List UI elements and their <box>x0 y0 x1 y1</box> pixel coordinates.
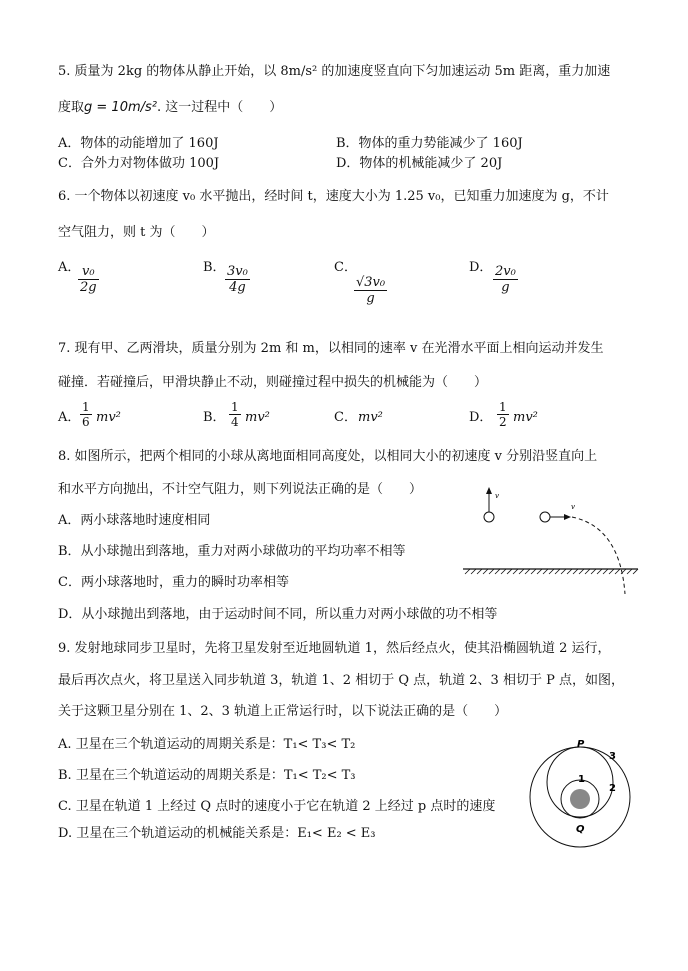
q6-option-a-label[interactable]: A． <box>58 260 81 275</box>
q7-option-d-label[interactable]: D． <box>469 410 493 425</box>
point-q-label: Q <box>576 824 585 835</box>
q5-stem-prefix: 度取 <box>58 100 85 115</box>
q7-option-c-tail: mv² <box>358 410 383 425</box>
q7-b-num: 1 <box>231 400 239 414</box>
q9-stem-line3: 关于这颗卫星分别在 1、2、3 轨道上正常运行时，以下说法正确的是（ ） <box>58 704 508 719</box>
q6-stem-line1: 6. 一个物体以初速度 v₀ 水平抛出，经时间 t，速度大小为 1.25 v₀，已知重力加速度为 g，不计 <box>58 189 609 204</box>
q6-b-num: 3v₀ <box>227 264 248 279</box>
orbit-3-label: 3 <box>609 751 616 762</box>
q7-d-den: 2 <box>499 415 507 429</box>
q8-option-a[interactable]: A．两小球落地时速度相同 <box>58 513 211 528</box>
q6-option-d-fraction <box>493 264 518 295</box>
q6-b-den: 4g <box>229 280 246 295</box>
q7-option-d-tail: mv² <box>513 410 538 425</box>
q7-option-a-tail: mv² <box>96 410 121 425</box>
q7-stem-line2: 碰撞．若碰撞后，甲滑块静止不动，则碰撞过程中损失的机械能为（ ） <box>58 375 488 390</box>
q7-option-b-fraction <box>229 400 241 429</box>
q7-a-num: 1 <box>82 400 90 414</box>
q9-option-d[interactable]: D. 卫星在三个轨道运动的机械能关系是：E₁< E₂ < E₃ <box>58 826 376 841</box>
q5-option-a[interactable]: A．物体的动能增加了 160J <box>58 136 219 151</box>
ball1-velocity-label: v <box>495 492 499 500</box>
q9-option-c[interactable]: C. 卫星在轨道 1 上经过 Q 点时的速度小于它在轨道 2 上经过 p 点时的速度 <box>58 799 496 814</box>
q6-option-c-fraction <box>354 275 387 306</box>
q6-option-b-label[interactable]: B． <box>203 260 226 275</box>
q6-c-num: √3v₀ <box>356 275 386 290</box>
orbit-2-label: 2 <box>609 783 616 794</box>
q7-option-c-label[interactable]: C． <box>334 410 357 425</box>
q8-stem-line2: 和水平方向抛出，不计空气阻力，则下列说法正确的是（ ） <box>58 482 423 497</box>
ground-hatching <box>465 569 638 574</box>
trajectory-path <box>572 517 625 594</box>
q7-d-num: 1 <box>499 400 507 414</box>
q8-option-b[interactable]: B．从小球抛出到落地，重力对两小球做功的平均功率不相等 <box>58 544 406 559</box>
q6-a-num: v₀ <box>82 264 95 279</box>
q9-option-b[interactable]: B. 卫星在三个轨道运动的周期关系是：T₁< T₂< T₃ <box>58 768 356 783</box>
q7-option-d-fraction <box>497 400 509 429</box>
earth-icon <box>570 789 590 809</box>
ball-1-icon <box>484 512 494 522</box>
q9-option-a[interactable]: A. 卫星在三个轨道运动的周期关系是：T₁< T₃< T₂ <box>58 737 356 752</box>
q6-option-a-fraction <box>78 264 99 295</box>
ball-2-icon <box>540 512 550 522</box>
projectile-figure <box>460 482 640 597</box>
q7-stem-line1: 7. 现有甲、乙两滑块，质量分别为 2m 和 m，以相同的速率 v 在光滑水平面上相向运动并发生 <box>58 341 604 356</box>
q9-stem-line2: 最后再次点火，将卫星送入同步轨道 3，轨道 1、2 相切于 Q 点，轨道 2、3 相切于 P 点，如图， <box>58 673 624 688</box>
arrow-head-icon <box>564 514 571 520</box>
ball2-velocity-label: v <box>571 503 575 511</box>
q8-stem-line1: 8. 如图所示，把两个相同的小球从离地面相同高度处，以相同大小的初速度 v 分别沿竖直向上 <box>58 449 598 464</box>
point-p-label: P <box>577 739 585 750</box>
q5-stem-suffix: . 这一过程中（ ） <box>157 100 283 115</box>
q5-gravity-formula: g = 10m/s² <box>84 100 157 115</box>
q6-stem-line2: 空气阻力，则 t 为（ ） <box>58 225 215 240</box>
q7-option-a-label[interactable]: A． <box>58 410 81 425</box>
q6-a-den: 2g <box>80 280 97 295</box>
q6-d-den: g <box>501 280 510 295</box>
q5-stem-line2 <box>58 99 282 117</box>
q8-option-c[interactable]: C．两小球落地时，重力的瞬时功率相等 <box>58 575 289 590</box>
q6-d-num: 2v₀ <box>495 264 516 279</box>
q7-option-b-tail: mv² <box>245 410 270 425</box>
q8-option-d[interactable]: D．从小球抛出到落地，由于运动时间不同，所以重力对两小球做的功不相等 <box>58 607 498 622</box>
q7-b-den: 4 <box>231 415 239 429</box>
q9-stem-line1: 9. 发射地球同步卫星时，先将卫星发射至近地圆轨道 1，然后经点火，使其沿椭圆轨道 2 运行， <box>58 641 611 656</box>
q6-option-b-fraction <box>225 264 250 295</box>
q5-option-d[interactable]: D．物体的机械能减少了 20J <box>336 156 503 171</box>
q5-stem-line1: 5. 质量为 2kg 的物体从静止开始，以 8m/s² 的加速度竖直向下匀加速运动 5m 距离，重力加速 <box>58 64 611 79</box>
q6-option-d-label[interactable]: D． <box>469 260 493 275</box>
q6-option-c-label[interactable]: C． <box>334 260 357 275</box>
q5-option-b[interactable]: B．物体的重力势能减少了 160J <box>336 136 523 151</box>
q7-option-a-fraction <box>80 400 92 429</box>
q7-a-den: 6 <box>82 415 90 429</box>
q5-option-c[interactable]: C．合外力对物体做功 100J <box>58 156 220 171</box>
orbit-1-label: 1 <box>578 774 585 785</box>
arrow-head-icon <box>486 487 492 494</box>
q7-option-b-label[interactable]: B． <box>203 410 226 425</box>
orbit-figure <box>525 735 645 850</box>
q6-c-den: g <box>366 291 375 306</box>
